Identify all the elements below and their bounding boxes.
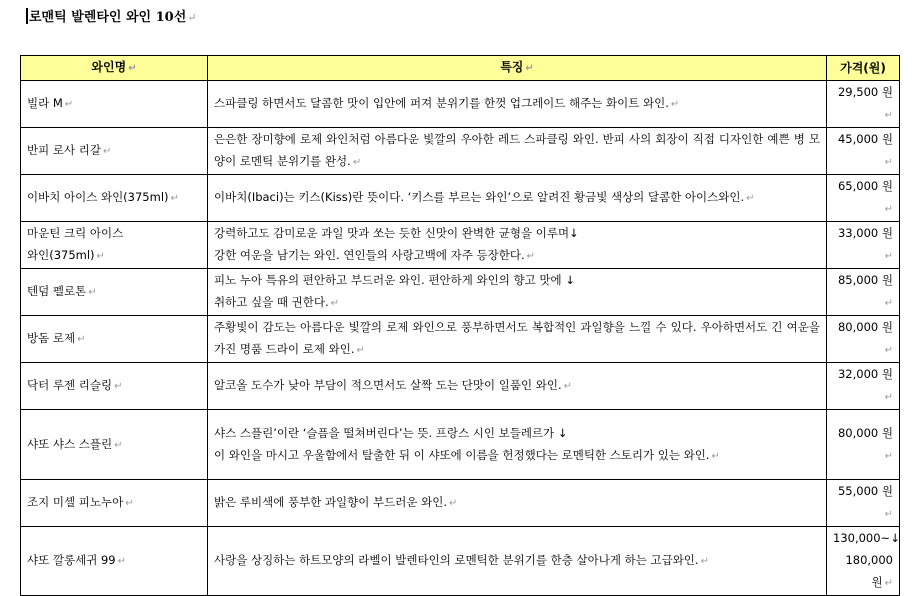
- wine-name-cell[interactable]: 빌라 M ↵: [21, 81, 208, 128]
- wine-price-cell[interactable]: 65,000 원 ↵: [827, 175, 900, 222]
- wine-feature-cell[interactable]: 주황빛이 감도는 아름다운 빛깔의 로제 와인으로 풍부하면서도 복합적인 과일향을 느낄 수 있다. 우아하면서도 긴 여운을 가진 명품 드라이 로제 와인. ↵: [208, 316, 827, 363]
- wine-price-cell[interactable]: 80,000 원 ↵: [827, 410, 900, 480]
- wine-feature-cell[interactable]: 사랑을 상징하는 하트모양의 라벨이 발렌타인의 로멘틱한 분위기를 한층 살아나게 하는 고급와인. ↵: [208, 527, 827, 596]
- wine-price-cell[interactable]: 45,000 원 ↵: [827, 128, 900, 175]
- table-row: [21, 527, 900, 596]
- wine-name-cell[interactable]: 텐덤 펠로톤 ↵: [21, 269, 208, 316]
- wine-price-cell[interactable]: 130,000~↓ 180,000 원 ↵: [827, 527, 900, 596]
- wine-name-cell[interactable]: 샤또 깔롱세귀 99 ↵: [21, 527, 208, 596]
- wine-price-cell[interactable]: 32,000 원 ↵: [827, 363, 900, 410]
- wine-feature-cell[interactable]: 이바치(Ibaci)는 키스(Kiss)란 뜻이다. ‘키스를 부르는 와인’으로 알려진 황금빛 색상의 달콤한 아이스와인. ↵: [208, 175, 827, 222]
- wine-name-cell[interactable]: 이바치 아이스 와인(375ml) ↵: [21, 175, 208, 222]
- header-feature: 특징 ↵: [208, 56, 827, 81]
- wine-feature-cell[interactable]: 샤스 스플린’이란 ‘슬픔을 떨쳐버린다’는 뜻. 프랑스 시인 보들레르가 ↓ 이 와인을 마시고 우울함에서 탈출한 뒤 이 샤또에 이름을 헌정했다는 로멘틱한 스토리가 있는 와인. ↵: [208, 410, 827, 480]
- wine-feature-cell[interactable]: 피노 누아 특유의 편안하고 부드러운 와인. 편안하게 와인의 향고 맛에 ↓ 취하고 싶을 때 권한다. ↵: [208, 269, 827, 316]
- table-row: [21, 269, 900, 316]
- wine-feature-cell[interactable]: 강력하고도 감미로운 과일 맛과 쏘는 듯한 신맛이 완벽한 균형을 이루며↓ 강한 여운을 남기는 와인. 연인들의 사랑고백에 자주 등장한다. ↵: [208, 222, 827, 269]
- wine-name-cell[interactable]: 마운틴 크릭 아이스 와인(375ml) ↵: [21, 222, 208, 269]
- wine-name-cell[interactable]: 반피 로사 리갈 ↵: [21, 128, 208, 175]
- wine-feature-cell[interactable]: 알코올 도수가 낮아 부담이 적으면서도 살짝 도는 단맛이 일품인 와인. ↵: [208, 363, 827, 410]
- document-title-text: 로맨틱 발렌타인 와인 10선: [29, 10, 187, 25]
- table-row: [21, 363, 900, 410]
- wine-table: [20, 55, 900, 596]
- document-title[interactable]: [26, 8, 196, 28]
- wine-price-cell[interactable]: 80,000 원 ↵: [827, 316, 900, 363]
- table-row: [21, 480, 900, 527]
- table-header-row: [21, 56, 900, 81]
- wine-feature-cell[interactable]: 스파클링 하면서도 달콤한 맛이 입안에 퍼져 분위기를 한껏 업그레이드 해주는 화이트 와인. ↵: [208, 81, 827, 128]
- header-name: 와인명 ↵: [21, 56, 208, 81]
- wine-name-cell[interactable]: 샤또 샤스 스플린 ↵: [21, 410, 208, 480]
- text-cursor: [26, 8, 28, 24]
- table-row: [21, 175, 900, 222]
- wine-price-cell[interactable]: 85,000 원 ↵: [827, 269, 900, 316]
- table-row: [21, 316, 900, 363]
- wine-price-cell[interactable]: 55,000 원 ↵: [827, 480, 900, 527]
- paragraph-mark-icon: ↵: [187, 11, 197, 24]
- wine-name-cell[interactable]: 조지 미셸 피노누아 ↵: [21, 480, 208, 527]
- wine-price-cell[interactable]: 29,500 원 ↵: [827, 81, 900, 128]
- wine-feature-cell[interactable]: 밝은 루비색에 풍부한 과일향이 부드러운 와인. ↵: [208, 480, 827, 527]
- table-row: [21, 410, 900, 480]
- table-row: [21, 128, 900, 175]
- wine-name-cell[interactable]: 방돔 로제 ↵: [21, 316, 208, 363]
- wine-price-cell[interactable]: 33,000 원 ↵: [827, 222, 900, 269]
- header-price: 가격(원): [827, 56, 900, 81]
- wine-name-cell[interactable]: 닥터 루젠 리슬링 ↵: [21, 363, 208, 410]
- wine-feature-cell[interactable]: 은은한 장미향에 로제 와인처럼 아름다운 빛깔의 우아한 레드 스파클링 와인. 반피 사의 회장이 직접 디자인한 예쁜 병 모양이 로멘틱 분위기를 완성. ↵: [208, 128, 827, 175]
- table-row: [21, 81, 900, 128]
- table-row: [21, 222, 900, 269]
